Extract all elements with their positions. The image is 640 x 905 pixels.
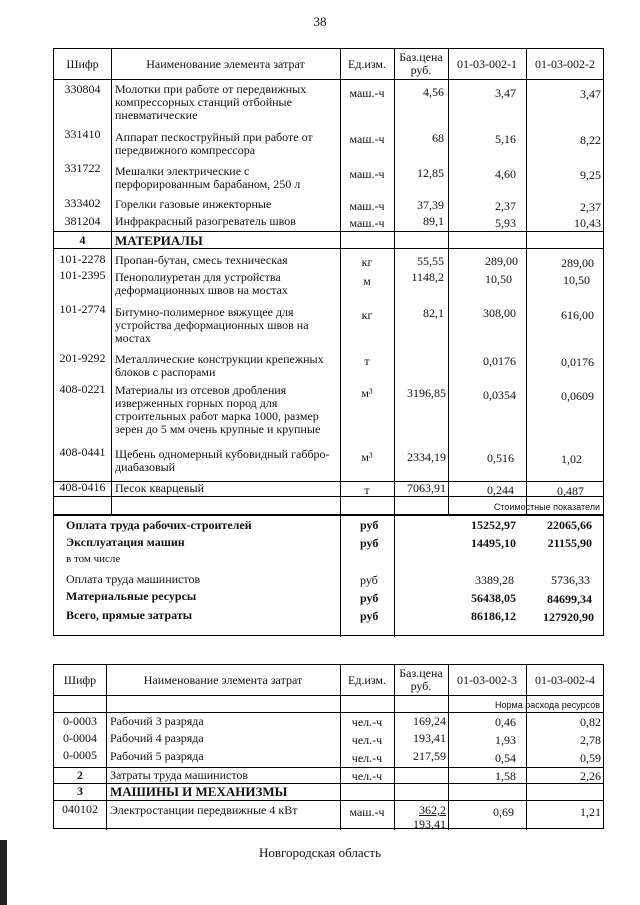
table-row-price: 1148,2 [411, 270, 444, 284]
summary-name: Эксплуатация машин [66, 535, 185, 549]
table-row-value-1: 308,00 [483, 306, 516, 320]
header-name: Наименование элемента затрат [143, 672, 303, 687]
table-row-name: Металлические конструкции крепежных блоков с распорами [115, 352, 324, 379]
table-row-code: 408-0221 [59, 382, 106, 396]
table-row-name: Рабочий 5 разряда [110, 749, 204, 763]
header-price: Баз.цена руб. [399, 50, 443, 77]
table-row-unit: маш.-ч [349, 86, 385, 100]
table-row-unit: кг [361, 255, 373, 269]
table-row-code: 408-0416 [59, 480, 106, 494]
resource-table-1 [53, 48, 604, 636]
table-row-value-1: 3,47 [495, 86, 516, 100]
table-row-name: Инфракрасный разогреватель швов [115, 214, 296, 228]
table-row-code: 381204 [64, 214, 101, 228]
table-row-value-2: 289,00 [561, 256, 594, 270]
table-row-name: Затраты труда машинистов [110, 768, 249, 782]
summary-unit: руб [360, 518, 379, 532]
scan-edge-shadow [0, 840, 7, 905]
summary-unit: руб [360, 609, 379, 623]
summary-value-2: 127920,90 [543, 610, 594, 624]
table-row-name: Рабочий 4 разряда [110, 731, 204, 745]
table-row-code: 0-0004 [63, 731, 97, 745]
table-row-unit: чел.-ч [351, 715, 383, 729]
table-row-price: 55,55 [417, 254, 444, 268]
table-row-value-2: 2,78 [580, 733, 601, 747]
table-row-price: 4,56 [423, 85, 444, 99]
table-row-value-2: 0,487 [557, 484, 584, 498]
table-row-value-1: 1,93 [495, 733, 516, 747]
table-row-price: 362,2 [419, 803, 446, 817]
header-name: Наименование элемента затрат [146, 56, 305, 71]
table-row-value-2: 0,82 [580, 715, 601, 729]
table-row-code: 331722 [64, 161, 101, 175]
section-code: 3 [77, 784, 83, 798]
table-row-code: 201-9292 [59, 351, 106, 365]
table-row-code: 333402 [64, 196, 101, 210]
table-row-unit: маш.-ч [349, 805, 385, 819]
table-row-unit: м³ [361, 386, 373, 400]
table-row-price-secondary: 193,41 [413, 817, 446, 831]
header-code: Шифр [66, 56, 99, 71]
header-unit: Ед.изм. [347, 672, 387, 687]
header-unit: Ед.изм. [347, 56, 387, 71]
table-row-value-1: 289,00 [485, 254, 518, 268]
table-row-value-1: 0,244 [487, 483, 514, 497]
summary-value-2: 5736,33 [551, 573, 590, 587]
table-row-unit: маш.-ч [349, 199, 385, 213]
table-row-name: Мешалки электрические с перфорированным барабаном, 250 л [115, 164, 301, 191]
section-code: 4 [79, 233, 86, 247]
footer-region: Новгородская область [258, 845, 382, 860]
table-row-code: 0-0003 [63, 714, 97, 728]
table-row-code: 040102 [62, 802, 98, 816]
header-col-4: 01-03-002-4 [535, 672, 595, 687]
table-row-value-2: 10,50 [563, 273, 590, 287]
summary-name: Оплата труда рабочих-строителей [66, 518, 252, 532]
resource-table-2 [53, 664, 604, 829]
summary-value-2: 21155,90 [547, 536, 592, 550]
table-row-unit: м³ [361, 450, 373, 464]
summary-value-2: 22065,66 [547, 518, 592, 532]
summary-name: Всего, прямые затраты [66, 608, 193, 622]
table-row-price: 169,24 [413, 714, 446, 728]
table-row-price: 82,1 [423, 306, 444, 320]
table-row-price: 3196,85 [407, 386, 446, 400]
table-row-value-1: 0,46 [495, 715, 516, 729]
table-row-price: 193,41 [413, 731, 446, 745]
table-row-unit: маш.-ч [349, 167, 385, 181]
table-row-value-1: 2,37 [495, 199, 516, 213]
table-row-price: 7063,91 [407, 481, 446, 495]
cost-indicators-header: Стоимостные показатели [493, 502, 600, 512]
table-row-price: 37,39 [417, 198, 444, 212]
table-row-name: Рабочий 3 разряда [110, 714, 204, 728]
table-row-value-1: 0,69 [493, 805, 514, 819]
summary-unit: руб [360, 536, 379, 550]
table-row-value-1: 0,0176 [483, 354, 516, 368]
table-row-value-2: 9,25 [580, 168, 601, 182]
table-row-unit: маш.-ч [349, 132, 385, 146]
summary-value-1: 3389,28 [475, 573, 514, 587]
table-row-name: Молотки при работе от передвижных компрессорных станций отбойные пневматические [115, 82, 307, 122]
table-row-name: Щебень одномерный кубовидный габбро-диабазовый [115, 447, 330, 474]
table-row-price: 217,59 [413, 749, 446, 763]
page-number: 38 [313, 14, 327, 29]
table-row-value-2: 2,37 [580, 200, 601, 214]
summary-subheading: в том числе [66, 553, 121, 565]
summary-unit: руб [360, 573, 378, 587]
summary-value-1: 86186,12 [471, 609, 516, 623]
table-row-code: 0-0005 [63, 748, 97, 762]
table-row-value-1: 0,54 [495, 751, 516, 765]
section-title: МАШИНЫ И МЕХАНИЗМЫ [110, 784, 288, 799]
table-row-price: 12,85 [417, 166, 444, 180]
table-row-name: Материалы из отсевов дробления изверженных горных пород для строительных работ марка 1000, размер зерен до 5 мм очень крупные и крупные [115, 383, 321, 436]
table-row-name: Пропан-бутан, смесь техническая [115, 253, 288, 267]
table-row-code: 331410 [64, 127, 101, 141]
table-row-value-1: 4,60 [495, 167, 516, 181]
table-row-code: 408-0441 [59, 445, 106, 459]
header-col-2: 01-03-002-2 [535, 56, 595, 71]
table-row-price: 89,1 [423, 214, 444, 228]
table-row-name: Битумно-полимерное вяжущее для устройства деформационных швов на мостах [115, 305, 309, 345]
table-row-value-2: 10,43 [574, 216, 601, 230]
table-row-unit: м [363, 274, 371, 288]
table-row-value-2: 2,26 [580, 769, 601, 783]
header-col-3: 01-03-002-3 [457, 672, 517, 687]
norm-header: Норма расхода ресурсов [495, 700, 600, 710]
table-row-value-1: 0,516 [487, 451, 514, 465]
table-row-value-2: 3,47 [580, 87, 601, 101]
table-row-code: 101-2774 [59, 302, 106, 316]
table-row-value-2: 616,00 [561, 308, 594, 322]
table-row-name: Песок кварцевый [115, 481, 205, 495]
table-row-code: 330804 [64, 82, 101, 96]
table-row-unit: т [364, 483, 370, 497]
header-code: Шифр [63, 672, 97, 687]
table-row-unit: кг [361, 308, 373, 322]
summary-name: Материальные ресурсы [66, 589, 197, 603]
table-row-name: Горелки газовые инжекторные [115, 197, 272, 211]
summary-value-2: 84699,34 [547, 592, 592, 606]
table-row-value-2: 0,59 [580, 751, 601, 765]
summary-value-1: 15252,97 [471, 518, 516, 532]
table-row-name: Аппарат пескоструйный при работе от передвижного компрессора [115, 130, 313, 157]
summary-name: Оплата труда машинистов [66, 572, 201, 586]
table-row-value-2: 1,02 [561, 452, 582, 466]
table-row-value-1: 0,0354 [483, 388, 516, 402]
header-price: Баз.цена руб. [399, 666, 443, 693]
table-row-value-1: 1,58 [495, 769, 516, 783]
table-row-value-2: 8,22 [580, 133, 601, 147]
section-title: МАТЕРИАЛЫ [115, 233, 203, 248]
table-row-unit: чел.-ч [351, 733, 383, 747]
table-row-price: 2334,19 [407, 450, 446, 464]
table-row-name: Пенополиуретан для устройства деформационных швов на мостах [115, 270, 288, 297]
table-row-value-1: 10,50 [485, 272, 512, 286]
table-row-price: 68 [432, 131, 444, 145]
table-row-value-2: 0,0609 [561, 389, 594, 403]
table-row-unit: чел.-ч [351, 769, 383, 783]
table-row-unit: т [364, 354, 370, 368]
table-row-code: 101-2395 [59, 268, 106, 282]
table-row-value-2: 1,21 [580, 805, 601, 819]
table-row-name: Электростанции передвижные 4 кВт [110, 803, 298, 817]
table-row-unit: чел.-ч [351, 751, 383, 765]
summary-unit: руб [360, 591, 379, 605]
summary-value-1: 14495,10 [471, 536, 516, 550]
table-row-value-1: 5,16 [495, 132, 516, 146]
summary-value-1: 56438,05 [471, 591, 516, 605]
table-row-unit: маш.-ч [349, 216, 385, 230]
table-row-value-2: 0,0176 [561, 355, 594, 369]
section-code: 2 [77, 768, 83, 782]
table-row-code: 101-2278 [59, 252, 106, 266]
table-row-value-1: 5,93 [495, 216, 516, 230]
header-col-1: 01-03-002-1 [457, 56, 517, 71]
